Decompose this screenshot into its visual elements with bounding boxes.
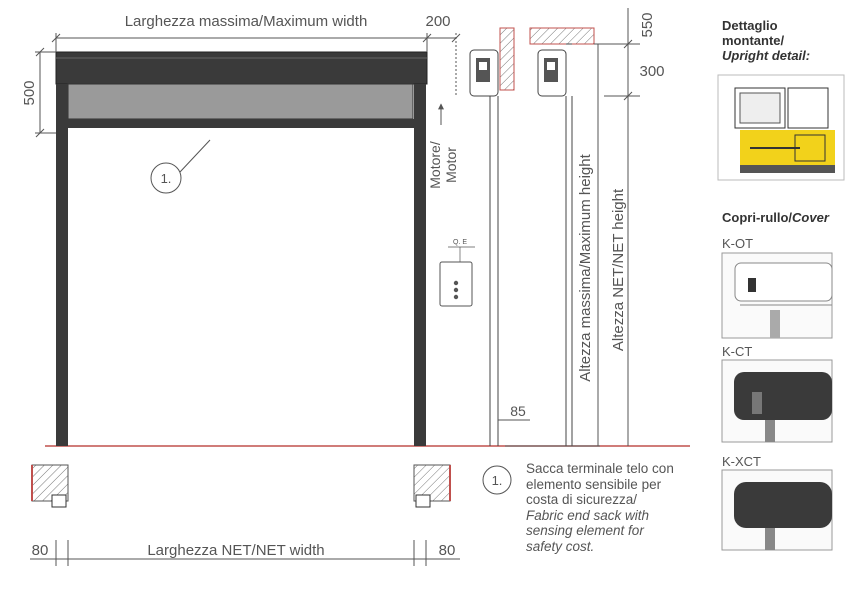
upright-detail-line1: Dettaglio (722, 18, 778, 33)
dim-200: 200 (425, 13, 451, 30)
fabric-panel (68, 84, 413, 119)
net-width-label: Larghezza NET/NET width (147, 542, 325, 559)
note-line1: Sacca terminale telo con (526, 461, 674, 476)
max-width-label: Larghezza massima/Maximum width (124, 13, 368, 30)
net-width-dimension (30, 540, 460, 566)
dim-500-group (21, 48, 56, 137)
note-line2: elemento sensibile per (526, 476, 662, 492)
dim-85: 85 (510, 403, 526, 419)
qe-label: Q. E (452, 239, 468, 246)
upright-detail-line2: montante/ (722, 33, 785, 48)
motor-indicator (427, 104, 459, 189)
upright-detail-title (722, 18, 810, 63)
covers-title-a: Copri-rullo/ (722, 210, 793, 225)
cover-label-k-ct: K-CT (722, 344, 753, 359)
note-line6: safety cost. (526, 538, 595, 554)
dim-500: 500 (21, 80, 38, 106)
cover-label-k-ot: K-OT (722, 236, 754, 251)
upright-right (414, 84, 426, 446)
net-height-label: Altezza NET/NET height (610, 188, 627, 352)
upright-detail-line3: Upright detail: (722, 48, 811, 63)
dim-550: 550 (639, 12, 656, 38)
note-line3: costa di sicurezza/ (526, 492, 638, 507)
bottom-bar (66, 119, 415, 128)
note-callout-number: 1. (491, 473, 503, 488)
dim-300: 300 (639, 63, 665, 80)
dim-80-right: 80 (438, 542, 456, 559)
max-height-label: Altezza massima/Maximum height (577, 154, 594, 382)
covers-title (722, 210, 829, 225)
bottom-plan-left (32, 465, 68, 507)
side-section-2 (505, 28, 600, 446)
covers-title-b: Cover (792, 210, 829, 225)
note-line4: Fabric end sack with (526, 507, 650, 523)
callout-leader (180, 140, 210, 172)
cassette-top (56, 52, 427, 84)
fabric-end-sack-note (526, 461, 706, 554)
note-line5: sensing element for (526, 523, 644, 538)
callout-number: 1. (160, 171, 172, 186)
dim-80-left: 80 (31, 542, 49, 559)
front-elevation (56, 52, 427, 446)
motor-label-2: Motor (443, 147, 459, 183)
height-dimensions (594, 8, 665, 446)
bottom-plan-right (414, 465, 450, 507)
cover-image-k-ot (722, 253, 832, 338)
motor-label-1: Motore/ (427, 141, 443, 189)
control-box (440, 239, 475, 306)
side-section-1 (470, 28, 530, 446)
cover-image-k-ct (722, 360, 832, 442)
cover-image-k-xct (722, 470, 832, 550)
upright-detail-image (718, 75, 844, 180)
upright-left (56, 84, 68, 446)
cover-label-k-xct: K-XCT (722, 454, 761, 469)
